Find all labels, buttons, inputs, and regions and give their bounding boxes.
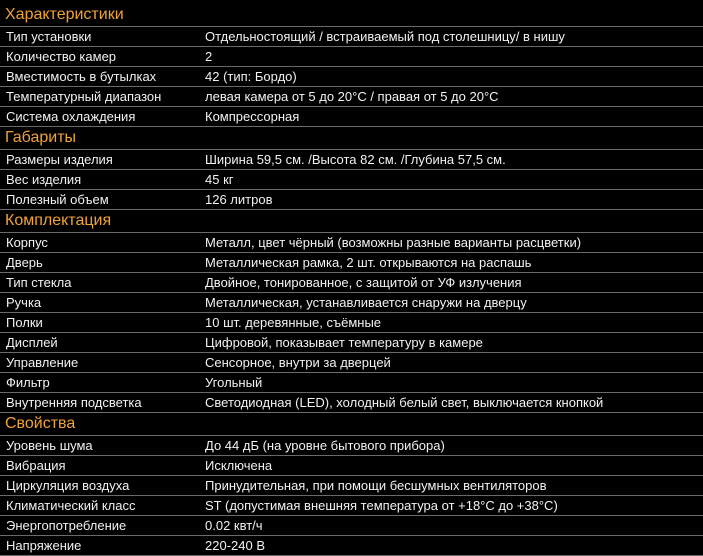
spec-value: 0.02 квт/ч (205, 518, 263, 533)
spec-value: левая камера от 5 до 20°C / правая от 5 до 20°C (205, 89, 499, 104)
spec-value: До 44 дБ (на уровне бытового прибора) (205, 438, 445, 453)
spec-key: Внутренняя подсветка (6, 395, 142, 410)
spec-row (0, 353, 703, 373)
spec-key: Тип установки (6, 29, 92, 44)
spec-value: Отдельностоящий / встраиваемый под столешницу/ в нишу (205, 29, 565, 44)
spec-row (0, 393, 703, 413)
spec-key: Количество камер (6, 49, 117, 64)
spec-key: Циркуляция воздуха (6, 478, 130, 493)
spec-row (0, 233, 703, 253)
spec-row (0, 496, 703, 516)
spec-row (0, 456, 703, 476)
spec-key: Вес изделия (6, 172, 82, 187)
spec-row (0, 293, 703, 313)
spec-value: 45 кг (205, 172, 234, 187)
spec-value: 42 (тип: Бордо) (205, 69, 297, 84)
spec-key: Напряжение (6, 538, 82, 553)
spec-row (0, 536, 703, 556)
spec-key: Вместимость в бутылках (6, 69, 157, 84)
section-title-characteristics: Характеристики (0, 4, 703, 27)
spec-value: Исключена (205, 458, 273, 473)
spec-row (0, 516, 703, 536)
spec-value: Сенсорное, внутри за дверцей (205, 355, 391, 370)
spec-key: Полки (6, 315, 43, 330)
spec-value: Цифровой, показывает температуру в камере (205, 335, 483, 350)
spec-key: Корпус (6, 235, 48, 250)
spec-key: Дисплей (6, 335, 58, 350)
spec-value: 220-240 В (205, 538, 265, 553)
spec-row (0, 313, 703, 333)
spec-row (0, 150, 703, 170)
spec-key: Размеры изделия (6, 152, 113, 167)
spec-value: Ширина 59,5 см. /Высота 82 см. /Глубина 57,5 см. (205, 152, 506, 167)
spec-value: Металлическая, устанавливается снаружи на дверцу (205, 295, 527, 310)
spec-key: Фильтр (6, 375, 50, 390)
spec-value: 126 литров (205, 192, 273, 207)
section-title-properties: Свойства (0, 413, 703, 436)
spec-row (0, 373, 703, 393)
spec-row (0, 253, 703, 273)
spec-value: ST (допустимая внешняя температура от +18°C до +38°C) (205, 498, 558, 513)
spec-key: Энергопотребление (6, 518, 127, 533)
spec-key: Климатический класс (6, 498, 136, 513)
spec-row (0, 190, 703, 210)
spec-value: 10 шт. деревянные, съёмные (205, 315, 382, 330)
spec-value: Двойное, тонированное, с защитой от УФ излучения (205, 275, 522, 290)
spec-row (0, 47, 703, 67)
section-title-equipment: Комплектация (0, 210, 703, 233)
spec-row (0, 67, 703, 87)
spec-row (0, 273, 703, 293)
spec-row (0, 87, 703, 107)
spec-row (0, 107, 703, 127)
section-title-dimensions: Габариты (0, 127, 703, 150)
spec-key: Тип стекла (6, 275, 72, 290)
spec-value: Металлическая рамка, 2 шт. открываются на распашь (205, 255, 532, 270)
spec-key: Управление (6, 355, 79, 370)
spec-value: Компрессорная (205, 109, 300, 124)
spec-row (0, 436, 703, 456)
spec-key: Ручка (6, 295, 42, 310)
spec-key: Система охлаждения (6, 109, 136, 124)
spec-value: 2 (205, 49, 213, 64)
spec-key: Вибрация (6, 458, 66, 473)
spec-value: Принудительная, при помощи бесшумных вентиляторов (205, 478, 547, 493)
spec-key: Температурный диапазон (6, 89, 162, 104)
spec-row (0, 333, 703, 353)
spec-value: Угольный (205, 375, 263, 390)
spec-key: Уровень шума (6, 438, 93, 453)
spec-row (0, 476, 703, 496)
spec-key: Дверь (6, 255, 43, 270)
spec-value: Светодиодная (LED), холодный белый свет, выключается кнопкой (205, 395, 604, 410)
spec-value: Металл, цвет чёрный (возможны разные варианты расцветки) (205, 235, 582, 250)
spec-key: Полезный объем (6, 192, 109, 207)
spec-row (0, 27, 703, 47)
spec-row (0, 170, 703, 190)
